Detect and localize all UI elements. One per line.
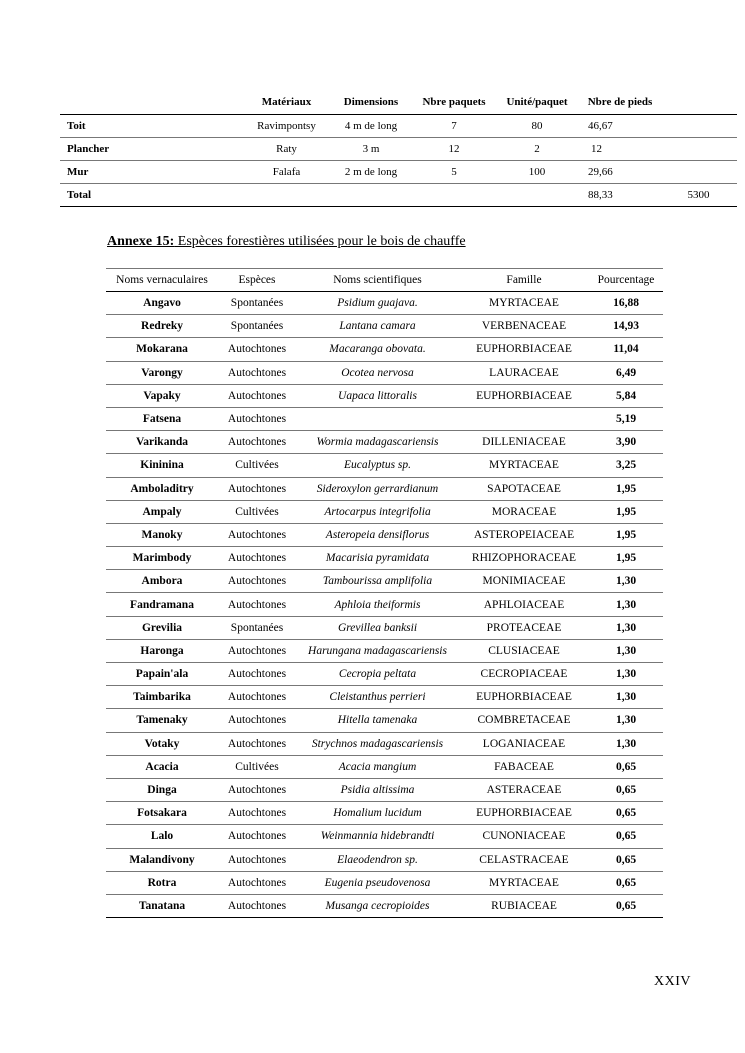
espece-cell: Autochtones [218, 778, 296, 801]
paquets-cell: 5 [414, 161, 494, 184]
espece-cell: Autochtones [218, 431, 296, 454]
scientific-name-cell: Grevillea banksii [296, 616, 459, 639]
table-row [106, 686, 663, 709]
famille-cell: EUPHORBIACEAE [459, 338, 589, 361]
famille-cell: FABACEAE [459, 755, 589, 778]
vernacular-name-cell: Varongy [106, 361, 218, 384]
famille-cell: CECROPIACEAE [459, 663, 589, 686]
extra-cell [660, 138, 737, 161]
table-row [106, 431, 663, 454]
vernacular-name-cell: Taimbarika [106, 686, 218, 709]
percentage-cell: 1,30 [589, 709, 663, 732]
percentage-cell: 1,30 [589, 732, 663, 755]
table-row [106, 709, 663, 732]
table-row [106, 825, 663, 848]
table-row [106, 778, 663, 801]
espece-cell: Autochtones [218, 570, 296, 593]
vernacular-name-cell: Grevilia [106, 616, 218, 639]
scientific-name-cell: Ocotea nervosa [296, 361, 459, 384]
vernacular-name-cell: Tanatana [106, 894, 218, 917]
dimensions-cell: 2 m de long [328, 161, 414, 184]
extra-cell [660, 115, 737, 138]
table-row [106, 663, 663, 686]
famille-cell: RHIZOPHORACEAE [459, 547, 589, 570]
scientific-name-cell: Tambourissa amplifolia [296, 570, 459, 593]
table-row [106, 454, 663, 477]
paquets-cell: 7 [414, 115, 494, 138]
espece-cell: Autochtones [218, 547, 296, 570]
annex-title-text: Espèces forestières utilisées pour le bois de chauffe [174, 234, 466, 249]
famille-cell: MYRTACEAE [459, 454, 589, 477]
percentage-cell: 1,95 [589, 477, 663, 500]
table-row [106, 338, 663, 361]
scientific-name-cell: Weinmannia hidebrandti [296, 825, 459, 848]
table-row [106, 732, 663, 755]
annex-number: Annexe 15: [107, 234, 175, 249]
famille-cell: EUPHORBIACEAE [459, 802, 589, 825]
famille-cell: CLUSIACEAE [459, 639, 589, 662]
table-row [60, 161, 737, 184]
percentage-cell: 16,88 [589, 292, 663, 315]
table-row [106, 848, 663, 871]
table-row [106, 871, 663, 894]
percentage-cell: 6,49 [589, 361, 663, 384]
materials-header-cell [60, 90, 245, 115]
table-row [106, 523, 663, 546]
scientific-name-cell: Homalium lucidum [296, 802, 459, 825]
vernacular-name-cell: Vapaky [106, 384, 218, 407]
percentage-cell: 5,19 [589, 407, 663, 430]
scientific-name-cell: Psidia altissima [296, 778, 459, 801]
espece-cell: Autochtones [218, 639, 296, 662]
percentage-cell: 0,65 [589, 755, 663, 778]
table-row [106, 500, 663, 523]
espece-cell: Autochtones [218, 361, 296, 384]
materiau-cell: Ravimpontsy [245, 115, 328, 138]
vernacular-name-cell: Fatsena [106, 407, 218, 430]
famille-cell: MYRTACEAE [459, 292, 589, 315]
scientific-name-cell: Musanga cecropioides [296, 894, 459, 917]
espece-cell: Autochtones [218, 871, 296, 894]
scientific-name-cell: Elaeodendron sp. [296, 848, 459, 871]
scientific-name-cell: Macaranga obovata. [296, 338, 459, 361]
famille-cell: MONIMIACEAE [459, 570, 589, 593]
table-row [106, 407, 663, 430]
annex-title [107, 234, 466, 250]
total-row [60, 184, 737, 207]
vernacular-name-cell: Kininina [106, 454, 218, 477]
table-row [106, 639, 663, 662]
species-header-cell: Noms vernaculaires [106, 269, 218, 292]
espece-cell: Cultivées [218, 454, 296, 477]
percentage-cell: 1,95 [589, 547, 663, 570]
materials-header-row [60, 90, 737, 115]
espece-cell: Autochtones [218, 732, 296, 755]
famille-cell: CELASTRACEAE [459, 848, 589, 871]
vernacular-name-cell: Marimbody [106, 547, 218, 570]
espece-cell: Autochtones [218, 802, 296, 825]
famille-cell: MYRTACEAE [459, 871, 589, 894]
scientific-name-cell: Sideroxylon gerrardianum [296, 477, 459, 500]
percentage-cell: 3,25 [589, 454, 663, 477]
pieds-cell: 29,66 [580, 161, 660, 184]
vernacular-name-cell: Haronga [106, 639, 218, 662]
page-number: XXIV [654, 974, 691, 989]
famille-cell: RUBIACEAE [459, 894, 589, 917]
vernacular-name-cell: Angavo [106, 292, 218, 315]
percentage-cell: 1,30 [589, 663, 663, 686]
species-header-cell: Noms scientifiques [296, 269, 459, 292]
scientific-name-cell: Asteropeia densiflorus [296, 523, 459, 546]
dimensions-cell: 3 m [328, 138, 414, 161]
table-row [106, 570, 663, 593]
scientific-name-cell: Cecropia peltata [296, 663, 459, 686]
table-row [106, 315, 663, 338]
materials-header-cell: Nbre de pieds [587, 96, 653, 108]
percentage-cell: 0,65 [589, 778, 663, 801]
total-pieds: 88,33 [580, 184, 660, 207]
materials-header-cell: Matériaux [261, 96, 312, 108]
percentage-cell: 14,93 [589, 315, 663, 338]
unite-cell: 80 [494, 115, 580, 138]
espece-cell: Autochtones [218, 407, 296, 430]
table-row [106, 292, 663, 315]
percentage-cell: 0,65 [589, 802, 663, 825]
espece-cell: Autochtones [218, 593, 296, 616]
famille-cell: LAURACEAE [459, 361, 589, 384]
espece-cell: Cultivées [218, 755, 296, 778]
famille-cell: SAPOTACEAE [459, 477, 589, 500]
table-row [106, 802, 663, 825]
vernacular-name-cell: Varikanda [106, 431, 218, 454]
famille-cell: PROTEACEAE [459, 616, 589, 639]
materials-header-cell: Unité/paquet [506, 96, 568, 108]
species-table-body [106, 292, 663, 918]
scientific-name-cell: Psidium guajava. [296, 292, 459, 315]
famille-cell: COMBRETACEAE [459, 709, 589, 732]
materials-table [60, 90, 737, 207]
scientific-name-cell: Lantana camara [296, 315, 459, 338]
vernacular-name-cell: Dinga [106, 778, 218, 801]
scientific-name-cell: Hitella tamenaka [296, 709, 459, 732]
percentage-cell: 1,30 [589, 616, 663, 639]
espece-cell: Autochtones [218, 523, 296, 546]
scientific-name-cell: Cleistanthus perrieri [296, 686, 459, 709]
table-row [106, 547, 663, 570]
espece-cell: Autochtones [218, 663, 296, 686]
scientific-name-cell: Acacia mangium [296, 755, 459, 778]
percentage-cell: 0,65 [589, 825, 663, 848]
extra-cell [660, 161, 737, 184]
species-header-cell: Pourcentage [589, 269, 663, 292]
vernacular-name-cell: Manoky [106, 523, 218, 546]
unite-cell: 2 [494, 138, 580, 161]
materials-header-cell [660, 90, 737, 115]
espece-cell: Autochtones [218, 894, 296, 917]
percentage-cell: 3,90 [589, 431, 663, 454]
famille-cell [459, 407, 589, 430]
table-row [106, 894, 663, 917]
vernacular-name-cell: Acacia [106, 755, 218, 778]
vernacular-name-cell: Amboladitry [106, 477, 218, 500]
percentage-cell: 1,30 [589, 593, 663, 616]
percentage-cell: 1,30 [589, 639, 663, 662]
espece-cell: Autochtones [218, 384, 296, 407]
espece-cell: Autochtones [218, 825, 296, 848]
espece-cell: Autochtones [218, 477, 296, 500]
vernacular-name-cell: Fandramana [106, 593, 218, 616]
row-label: Plancher [60, 138, 245, 161]
scientific-name-cell: Uapaca littoralis [296, 384, 459, 407]
species-header-cell: Famille [459, 269, 589, 292]
table-row [106, 755, 663, 778]
percentage-cell: 11,04 [589, 338, 663, 361]
famille-cell: APHLOIACEAE [459, 593, 589, 616]
famille-cell: DILLENIACEAE [459, 431, 589, 454]
famille-cell: EUPHORBIACEAE [459, 686, 589, 709]
vernacular-name-cell: Lalo [106, 825, 218, 848]
scientific-name-cell: Aphloia theiformis [296, 593, 459, 616]
materials-header-cell: Dimensions [343, 96, 399, 108]
table-row [106, 616, 663, 639]
species-header-cell: Espèces [218, 269, 296, 292]
espece-cell: Spontanées [218, 292, 296, 315]
species-header-row [106, 269, 663, 292]
pieds-cell: 46,67 [580, 115, 660, 138]
table-row [60, 115, 737, 138]
table-row [106, 477, 663, 500]
table-row [106, 593, 663, 616]
scientific-name-cell: Strychnos madagascariensis [296, 732, 459, 755]
scientific-name-cell: Macarisia pyramidata [296, 547, 459, 570]
percentage-cell: 5,84 [589, 384, 663, 407]
scientific-name-cell: Harungana madagascariensis [296, 639, 459, 662]
species-table [106, 268, 663, 918]
percentage-cell: 1,30 [589, 686, 663, 709]
famille-cell: VERBENACEAE [459, 315, 589, 338]
table-row [60, 138, 737, 161]
famille-cell: LOGANIACEAE [459, 732, 589, 755]
famille-cell: ASTEROPEIACEAE [459, 523, 589, 546]
percentage-cell: 0,65 [589, 894, 663, 917]
famille-cell: CUNONIACEAE [459, 825, 589, 848]
vernacular-name-cell: Votaky [106, 732, 218, 755]
table-row [106, 361, 663, 384]
materials-header-cell: Nbre paquets [422, 96, 486, 108]
total-label: Total [60, 184, 245, 207]
materiau-cell: Raty [245, 138, 328, 161]
dimensions-cell: 4 m de long [328, 115, 414, 138]
vernacular-name-cell: Mokarana [106, 338, 218, 361]
scientific-name-cell: Eugenia pseudovenosa [296, 871, 459, 894]
espece-cell: Spontanées [218, 616, 296, 639]
espece-cell: Cultivées [218, 500, 296, 523]
vernacular-name-cell: Rotra [106, 871, 218, 894]
vernacular-name-cell: Papain'ala [106, 663, 218, 686]
vernacular-name-cell: Redreky [106, 315, 218, 338]
paquets-cell: 12 [414, 138, 494, 161]
vernacular-name-cell: Ampaly [106, 500, 218, 523]
espece-cell: Spontanées [218, 315, 296, 338]
vernacular-name-cell: Fotsakara [106, 802, 218, 825]
espece-cell: Autochtones [218, 848, 296, 871]
percentage-cell: 0,65 [589, 871, 663, 894]
scientific-name-cell [296, 407, 459, 430]
famille-cell: ASTERACEAE [459, 778, 589, 801]
table-row [106, 384, 663, 407]
vernacular-name-cell: Tamenaky [106, 709, 218, 732]
percentage-cell: 1,95 [589, 523, 663, 546]
famille-cell: MORACEAE [459, 500, 589, 523]
vernacular-name-cell: Ambora [106, 570, 218, 593]
scientific-name-cell: Eucalyptus sp. [296, 454, 459, 477]
total-extra: 5300 [660, 184, 737, 207]
pieds-cell: 12 [580, 138, 660, 161]
famille-cell: EUPHORBIACEAE [459, 384, 589, 407]
scientific-name-cell: Wormia madagascariensis [296, 431, 459, 454]
espece-cell: Autochtones [218, 709, 296, 732]
materiau-cell: Falafa [245, 161, 328, 184]
percentage-cell: 1,95 [589, 500, 663, 523]
scientific-name-cell: Artocarpus integrifolia [296, 500, 459, 523]
percentage-cell: 1,30 [589, 570, 663, 593]
espece-cell: Autochtones [218, 338, 296, 361]
row-label: Toit [60, 115, 245, 138]
vernacular-name-cell: Malandivony [106, 848, 218, 871]
espece-cell: Autochtones [218, 686, 296, 709]
percentage-cell: 0,65 [589, 848, 663, 871]
row-label: Mur [60, 161, 245, 184]
unite-cell: 100 [494, 161, 580, 184]
